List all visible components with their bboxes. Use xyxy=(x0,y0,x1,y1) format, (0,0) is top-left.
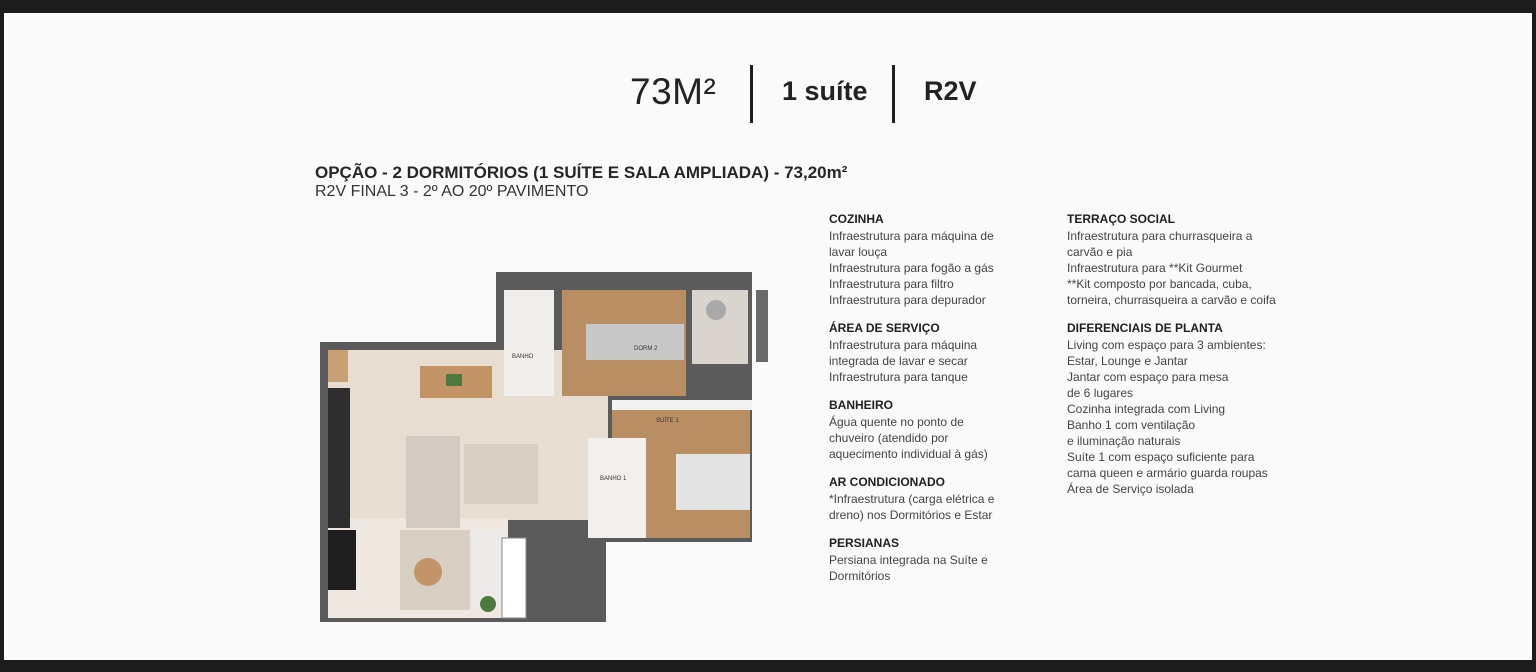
feature-line: Suíte 1 com espaço suficiente para xyxy=(1067,450,1255,464)
feature-line: cama queen e armário guarda roupas xyxy=(1067,466,1268,480)
room-label: BANHO 1 xyxy=(600,476,627,482)
feature-line: **Kit composto por bancada, cuba, xyxy=(1067,277,1252,291)
area-heading: 73M² xyxy=(630,71,717,112)
feature-line: e iluminação naturais xyxy=(1067,434,1181,448)
feature-section-banheiro xyxy=(829,398,1064,462)
floor-plan-image xyxy=(316,268,776,638)
feature-line: Banho 1 com ventilação xyxy=(1067,418,1196,432)
feature-line: integrada de lavar e secar xyxy=(829,354,968,368)
feature-line: Infraestrutura para máquina xyxy=(829,338,978,352)
suites-heading: 1 suíte xyxy=(782,76,868,106)
header xyxy=(4,65,1532,125)
feature-line: dreno) nos Dormitórios e Estar xyxy=(829,508,993,522)
slide xyxy=(4,13,1532,660)
feature-line: aquecimento individual à gás) xyxy=(829,447,988,461)
feature-heading: PERSIANAS xyxy=(829,536,900,550)
feature-heading: COZINHA xyxy=(829,212,884,226)
feature-section-diferenciais xyxy=(1067,321,1327,497)
feature-line: *Infraestrutura (carga elétrica e xyxy=(829,492,995,506)
room-label: DORM 2 xyxy=(634,346,658,352)
plan-subtitle: R2V FINAL 3 - 2º AO 20º PAVIMENTO xyxy=(315,183,589,200)
feature-line: chuveiro (atendido por xyxy=(829,431,949,445)
feature-line: Infraestrutura para filtro xyxy=(829,277,954,291)
feature-line: Infraestrutura para **Kit Gourmet xyxy=(1067,261,1243,275)
feature-line: Living com espaço para 3 ambientes: xyxy=(1067,338,1266,352)
feature-line: Infraestrutura para churrasqueira a xyxy=(1067,229,1253,243)
feature-section-ar-condicionado xyxy=(829,475,1064,523)
feature-section-area-servico xyxy=(829,321,1064,385)
feature-line: Cozinha integrada com Living xyxy=(1067,402,1226,416)
feature-line: torneira, churrasqueira a carvão e coifa xyxy=(1067,293,1276,307)
plan-title: OPÇÃO - 2 DORMITÓRIOS (1 SUÍTE E SALA AMPLIADA) - 73,20m² xyxy=(315,163,848,182)
feature-heading: TERRAÇO SOCIAL xyxy=(1067,212,1175,226)
header-divider xyxy=(750,65,753,123)
feature-line: Área de Serviço isolada xyxy=(1067,482,1194,496)
feature-line: de 6 lugares xyxy=(1067,386,1134,400)
feature-heading: BANHEIRO xyxy=(829,398,894,412)
feature-line: Água quente no ponto de xyxy=(829,415,964,429)
feature-line: Infraestrutura para máquina de xyxy=(829,229,994,243)
feature-line: Persiana integrada na Suíte e xyxy=(829,553,988,567)
feature-section-terraco-social xyxy=(1067,212,1327,308)
feature-line: Jantar com espaço para mesa xyxy=(1067,370,1229,384)
feature-heading: DIFERENCIAIS DE PLANTA xyxy=(1067,321,1223,335)
header-divider xyxy=(892,65,895,123)
feature-line: Infraestrutura para tanque xyxy=(829,370,968,384)
feature-heading: AR CONDICIONADO xyxy=(829,475,945,489)
model-heading: R2V xyxy=(924,76,977,106)
features-column-left xyxy=(829,212,1064,597)
room-label: BANHO xyxy=(512,354,534,360)
feature-section-cozinha xyxy=(829,212,1064,308)
floor-plan-drawing xyxy=(316,268,776,638)
features-column-right xyxy=(1067,212,1327,510)
feature-line: lavar louça xyxy=(829,245,888,259)
feature-section-persianas xyxy=(829,536,1064,584)
feature-line: Estar, Lounge e Jantar xyxy=(1067,354,1188,368)
feature-heading: ÁREA DE SERVIÇO xyxy=(829,321,940,335)
feature-line: Infraestrutura para fogão a gás xyxy=(829,261,994,275)
room-label: SUÍTE 1 xyxy=(656,418,679,424)
feature-line: carvão e pia xyxy=(1067,245,1133,259)
feature-line: Dormitórios xyxy=(829,569,891,583)
feature-line: Infraestrutura para depurador xyxy=(829,293,986,307)
